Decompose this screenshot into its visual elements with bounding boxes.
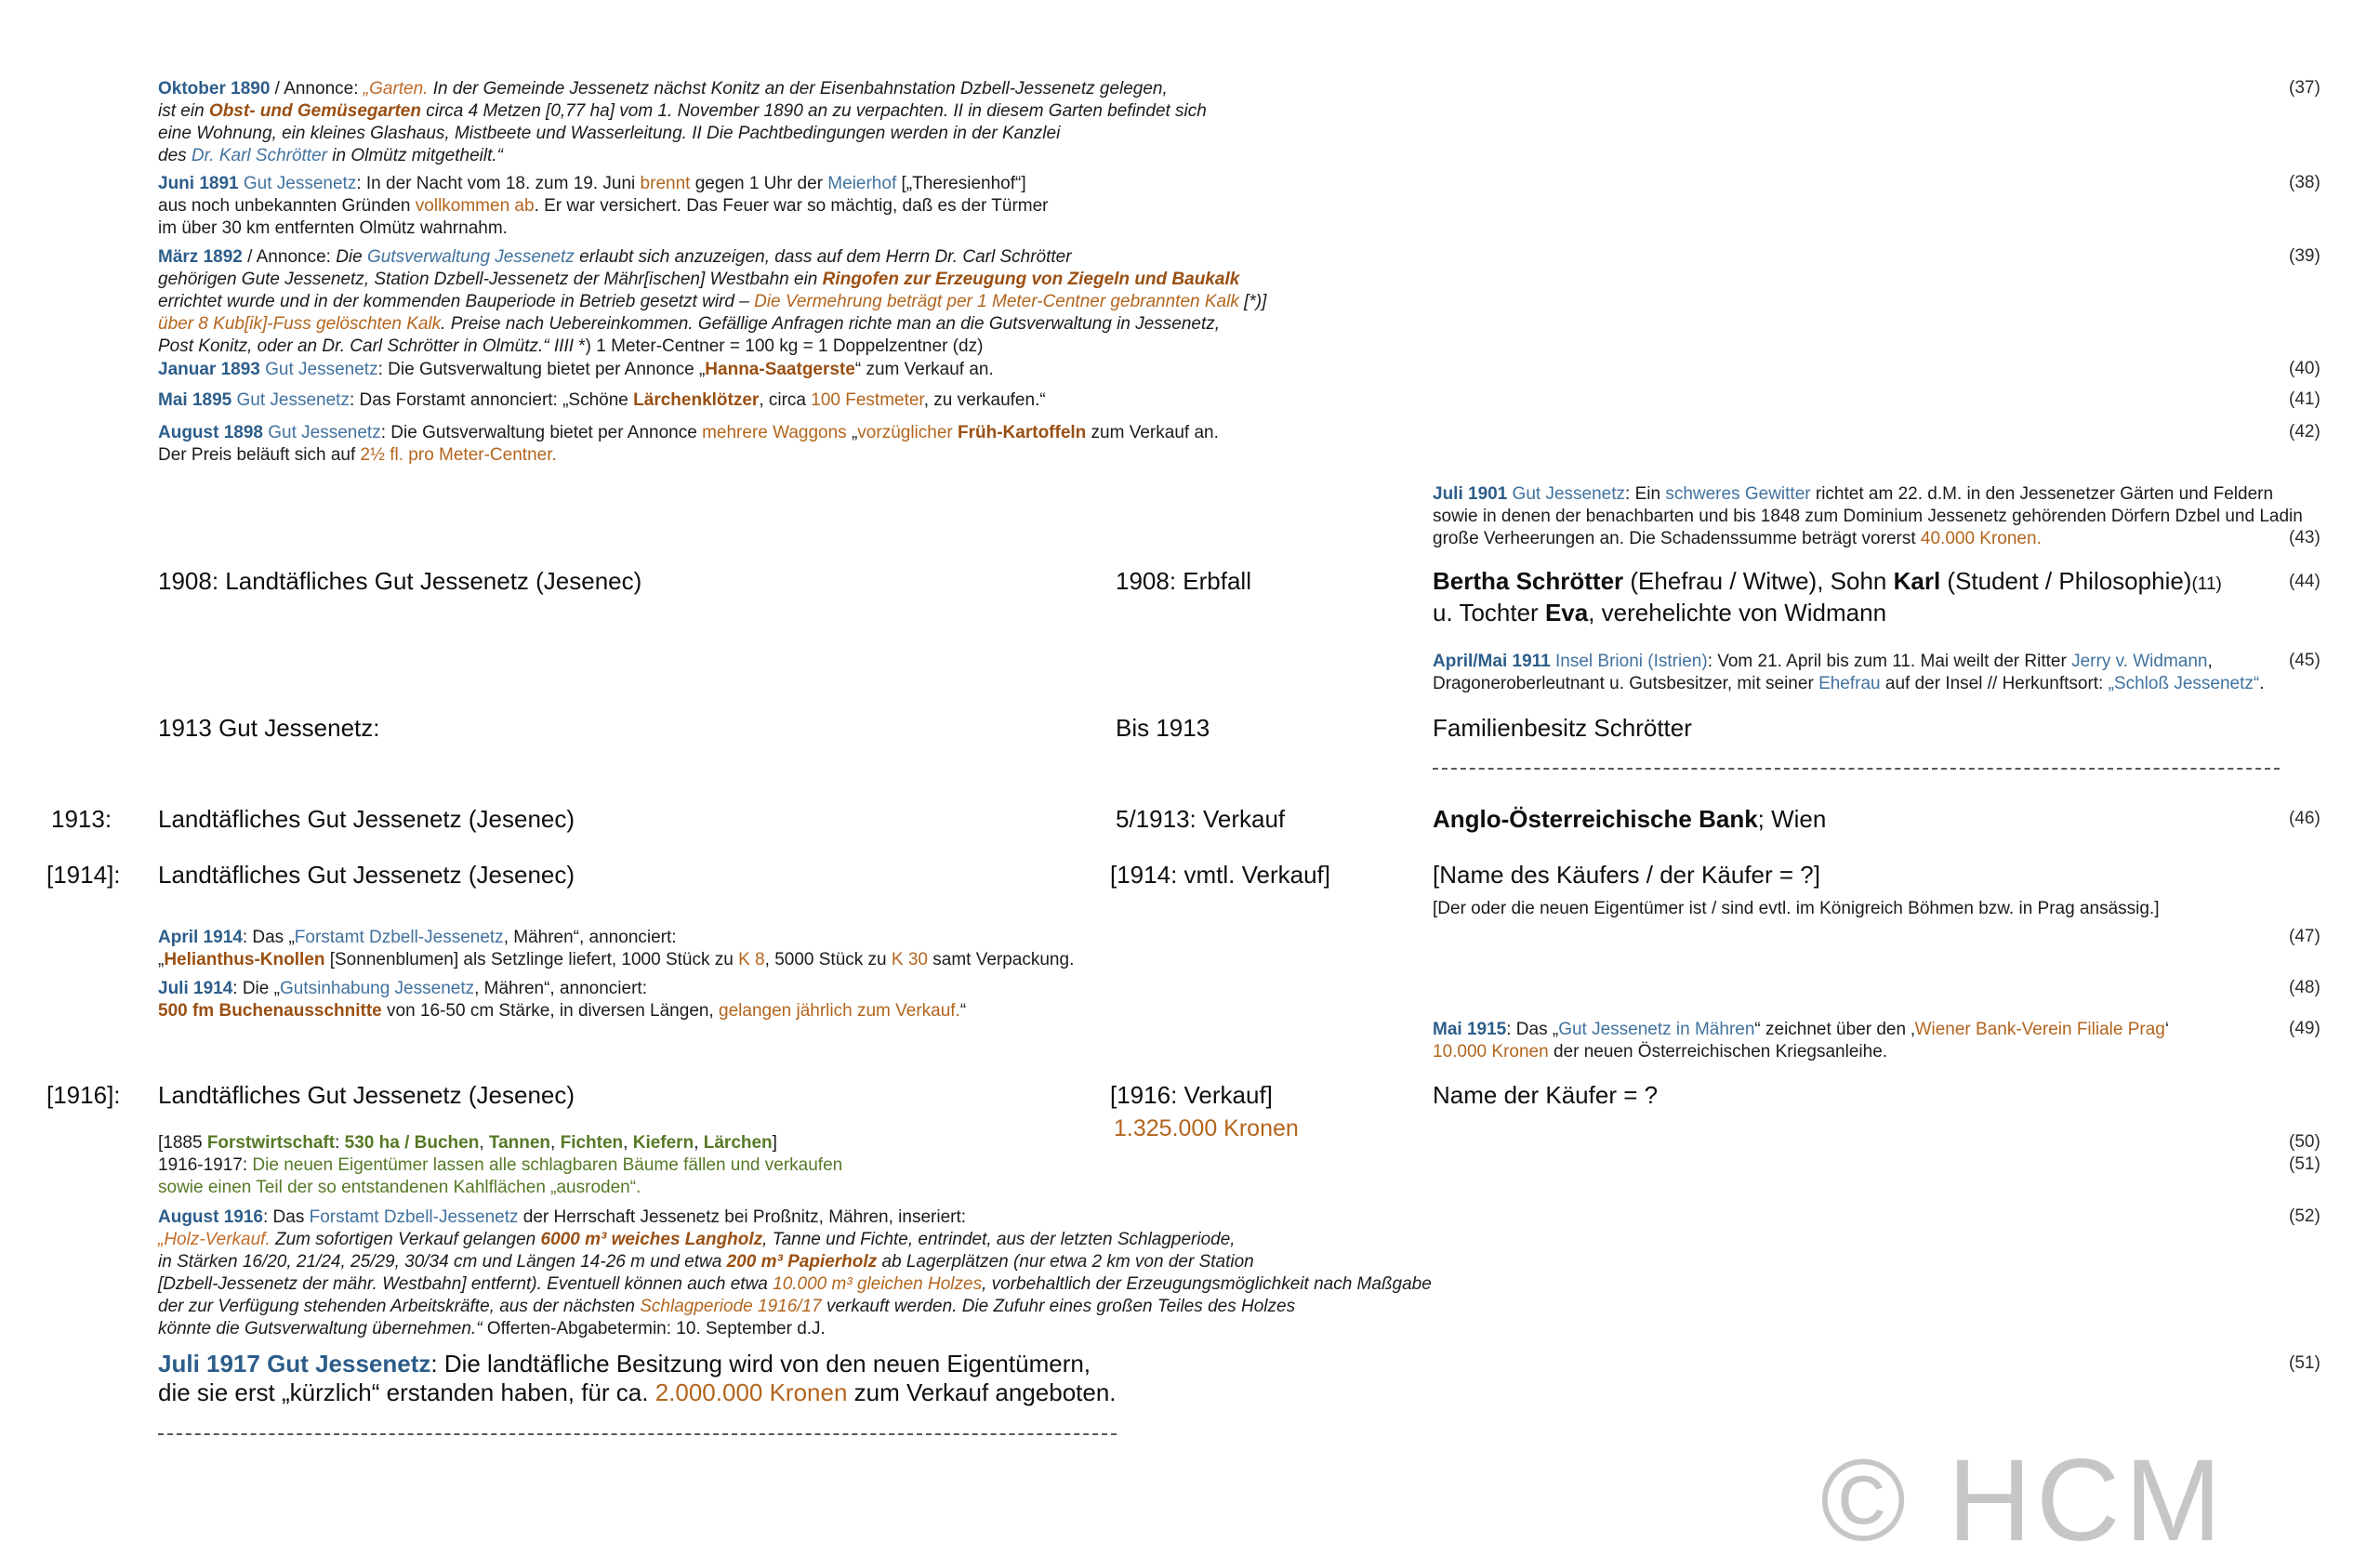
entry-juli-1901 [1433,483,2303,550]
text-segment: Ehefrau [1818,674,1881,693]
text-segment: ‘ [2164,1020,2170,1039]
text-segment: April/Mai 1911 [1433,652,1551,671]
text-line [1433,567,2222,599]
text-segment: : Die Gutsverwaltung bietet per Annonce „ [377,360,706,379]
text-segment: Tannen [488,1133,551,1153]
text-segment: Forstamt Dzbell-Jessenetz [294,928,504,947]
text-segment: der neuen Österreichischen Kriegsanleihe. [1548,1042,1888,1062]
row-1914-year: [1914]: [46,861,121,889]
entry-april-mai-1911 [1433,651,2265,695]
text-segment: Fichten [560,1133,624,1153]
text-segment: Gut Jessenetz [262,423,381,442]
text-segment: , Mähren“, annonciert: [503,928,677,947]
text-segment: . Preise nach Uebereinkommen. Gefällige Anfragen richte man an die Gutsverwaltung in Jessenetz, [441,314,1221,334]
text-segment: : [335,1133,345,1153]
text-segment: , [2207,652,2213,671]
text-segment: Post Konitz, oder an Dr. Carl Schrötter in Olmütz.“ IIII [158,336,579,356]
text-segment: brennt [640,174,691,193]
ref-48: (48) [2289,978,2320,997]
row-1914-buyer: [Name des Käufers / der Käufer = ?] [1433,861,1820,889]
text-segment: vorzüglicher [857,423,959,442]
text-segment: 2½ fl. pro Meter-Centner. [360,445,557,465]
entry-juli-1917 [158,1350,1117,1407]
entry-mai-1895 [158,389,1046,412]
text-segment: Oktober 1890 [158,79,271,99]
text-segment: August 1898 [158,423,263,442]
row-1913b-property: Landtäfliches Gut Jessenetz (Jesenec) [158,805,575,833]
text-segment: , zu verkaufen.“ [923,390,1046,410]
text-segment: / Annonce: [270,79,364,99]
text-line [158,173,1049,195]
text-segment: der zur Verfügung stehenden Arbeitskräfte, aus der nächsten [158,1297,641,1316]
copyright-watermark: © HCM [1820,1436,2227,1556]
text-segment: 10.000 Kronen [1433,1042,1549,1062]
text-segment: „ [158,950,165,969]
text-line [158,1251,1432,1273]
text-segment: , vorbehaltlich der Erzeugungsmöglichkeit nach Maßgabe [982,1274,1432,1294]
ref-43: (43) [2289,528,2320,547]
row-1914-note: [Der oder die neuen Eigentümer ist / sind evtl. im Königreich Böhmen bzw. in Prag ansässig.] [1433,899,2160,918]
text-segment: Juli 1917 Gut Jessenetz [158,1350,431,1378]
text-segment: , 5000 Stück zu [764,950,892,969]
text-segment: 6000 m³ weiches Langholz [540,1230,763,1249]
text-line [1433,673,2265,695]
row-1916-forest-note [158,1132,842,1199]
text-segment: ; Wien [1757,805,1827,833]
entry-april-1914 [158,927,1074,971]
text-segment: in Olmütz mitgetheilt.“ [326,146,503,165]
text-segment: Mai 1915 [1433,1020,1507,1039]
text-segment: [Sonnenblumen] als Setzlinge liefert, 1000 Stück zu [324,950,739,969]
text-segment: Offerten-Abgabetermin: 10. September d.J. [482,1319,826,1338]
text-line [158,359,994,381]
text-line [158,927,1074,949]
text-segment: “ zum Verkauf an. [854,360,994,379]
row-1916-year: [1916]: [46,1081,121,1109]
text-segment: u. Tochter [1433,599,1545,626]
text-line [158,291,1266,313]
row-1913-property: 1913 Gut Jessenetz: [158,714,380,742]
text-segment: auf der Insel // Herkunftsort: [1880,674,2109,693]
text-segment: Gut Jessenetz [1507,484,1626,504]
text-segment: „Garten. [363,79,433,99]
text-segment: Insel Brioni (Istrien) [1550,652,1708,671]
row-1908-owners [1433,567,2222,627]
entry-august-1898 [158,422,1219,467]
text-segment: : Das „ [1506,1020,1559,1039]
text-segment: 2.000.000 Kronen [654,1378,848,1406]
text-segment: sowie in denen der benachbarten und bis 1848 zum Dominium Jessenetz gehörenden Dörfern Dzbel und Ladin [1433,507,2303,526]
text-segment: Gut Jessenetz [231,390,350,410]
text-segment: März 1892 [158,247,243,267]
text-line [158,218,1049,240]
text-segment: Dr. Karl Schrötter [191,146,327,165]
text-segment: Lärchenklötzer [633,390,760,410]
text-line [158,1296,1432,1318]
text-segment: die sie erst „kürzlich“ erstanden haben, für ca. [158,1378,655,1406]
row-1914-event: [1914: vmtl. Verkauf] [1110,861,1331,889]
entry-maerz-1892 [158,246,1266,358]
text-segment: aus noch unbekannten Gründen [158,196,416,216]
text-line [158,78,1207,100]
text-segment: Gutsinhabung Jessenetz [279,979,475,998]
text-segment: / Annonce: [242,247,337,267]
text-segment: 500 fm Buchenausschnitte [158,1001,382,1021]
text-segment: Dragoneroberleutnant u. Gutsbesitzer, mit seiner [1433,674,1819,693]
text-segment: gehörigen Gute Jessenetz, Station Dzbell-Jessenetz der Mähr[ischen] Westbahn ein [158,270,823,289]
text-segment: Forstamt Dzbell-Jessenetz [309,1207,519,1227]
text-line [1433,651,2265,673]
ref-49: (49) [2289,1019,2320,1038]
text-segment: , [479,1133,489,1153]
text-segment: 40.000 Kronen. [1920,529,2042,548]
text-line [1433,506,2303,528]
text-line [158,1177,842,1199]
text-segment: , [694,1133,704,1153]
text-line [1433,528,2303,550]
text-segment: (Ehefrau / Witwe), Sohn [1623,567,1894,595]
text-segment: (11) [2191,574,2222,594]
text-line [158,1132,842,1154]
text-line [158,1000,966,1022]
entry-august-1916 [158,1207,1432,1340]
text-segment: Mai 1895 [158,390,232,410]
text-segment: im über 30 km entfernten Olmütz wahrnahm. [158,218,508,238]
text-segment: „Schloß Jessenetz“ [2108,674,2260,693]
text-segment: circa 4 Metzen [0,77 ha] vom 1. November 1890 an zu verpachten. II in diesem Garten befindet sich [420,101,1207,121]
text-segment: Anglo-Österreichische Bank [1433,805,1758,833]
row-1916-property: Landtäfliches Gut Jessenetz (Jesenec) [158,1081,575,1109]
text-segment: Kiefern [632,1133,694,1153]
text-segment: große Verheerungen an. Die Schadenssumme beträgt vorerst [1433,529,1921,548]
entry-mai-1915 [1433,1019,2169,1063]
text-line [158,444,1219,467]
text-segment: K 8 [738,950,765,969]
text-segment: Hanna-Saatgerste [705,360,855,379]
text-segment: „ [851,423,858,442]
entry-juni-1891 [158,173,1049,240]
text-segment: Gut Jessenetz [238,174,357,193]
text-segment: Helianthus-Knollen [164,950,325,969]
text-segment: August 1916 [158,1207,263,1227]
ref-52: (52) [2289,1207,2320,1226]
text-segment: Früh-Kartoffeln [958,423,1087,442]
text-segment: 530 ha / Buchen [344,1133,480,1153]
text-segment: zum Verkauf an. [1086,423,1219,442]
text-segment: : Ein [1625,484,1666,504]
text-segment: Die [336,247,367,267]
text-segment: Gutsverwaltung Jessenetz [367,247,575,267]
text-segment: K 30 [891,950,928,969]
text-segment: , Mähren“, annonciert: [474,979,647,998]
ref-39: (39) [2289,246,2320,266]
text-segment: Wiener Bank-Verein Filiale Prag [1914,1020,2165,1039]
text-line [158,195,1049,218]
text-line [158,1207,1432,1229]
text-line [1433,483,2303,506]
text-segment: Zum sofortigen Verkauf gelangen [270,1230,541,1249]
text-segment: , verehelichte von Widmann [1588,599,1887,626]
text-segment: , [623,1133,633,1153]
text-segment: [*)] [1244,292,1267,311]
text-segment: der Herrschaft Jessenetz bei Proßnitz, Mähren, inseriert: [518,1207,967,1227]
ref-40: (40) [2289,359,2320,378]
text-line [158,336,1266,358]
text-segment: [Dzbell-Jessenetz der mähr. Westbahn] entfernt). Eventuell können auch etwa [158,1274,774,1294]
text-segment: , circa [759,390,812,410]
row-1908-property: 1908: Landtäfliches Gut Jessenetz (Jesenec) [158,567,642,595]
ref-47: (47) [2289,927,2320,946]
text-segment: eine Wohnung, ein kleines Glashaus, Mistbeete und Wasserleitung. II Die Pachtbedingungen werden in der Kanzlei [158,124,1061,143]
text-segment: “ [959,1001,967,1021]
text-segment: Der Preis beläuft sich auf [158,445,361,465]
text-segment: : Die landtäfliche Besitzung wird von den neuen Eigentümern, [430,1350,1091,1378]
text-segment: ist ein [158,101,209,121]
text-segment: Gut Jessenetz in Mähren [1558,1020,1755,1039]
text-segment: zum Verkauf angeboten. [847,1378,1117,1406]
text-segment: „Holz-Verkauf. [158,1230,271,1249]
ref-51: (51) [2289,1154,2320,1174]
text-line [158,313,1266,336]
text-segment: von 16-50 cm Stärke, in diversen Längen, [381,1001,720,1021]
text-segment: Karl [1893,567,1941,595]
text-segment: Die Vermehrung beträgt per 1 Meter-Centner gebrannten Kalk [754,292,1245,311]
text-segment: : Das „ [242,928,295,947]
text-segment: Lärchen [703,1133,773,1153]
text-segment: Jerry v. Widmann [2071,652,2208,671]
text-segment: Juli 1914 [158,979,233,998]
ref-44: (44) [2289,572,2320,591]
text-segment: könnte die Gutsverwaltung übernehmen.“ [158,1319,483,1338]
text-segment: Bertha Schrötter [1433,567,1624,595]
text-line [158,978,966,1000]
text-segment: 10.000 m³ gleichen Holzes [773,1274,983,1294]
text-line [158,246,1266,269]
text-segment: Juni 1891 [158,174,239,193]
ref-42: (42) [2289,422,2320,442]
row-1913b-buyer [1433,805,1826,834]
text-segment: April 1914 [158,928,243,947]
text-line [1433,805,1826,834]
text-segment: [„Theresienhof“] [896,174,1026,193]
text-segment: : Das Forstamt annonciert: „Schöne [349,390,634,410]
text-segment: des [158,146,192,165]
text-segment: : Die Gutsverwaltung bietet per Annonce [380,423,703,442]
text-segment: 200 m³ Papierholz [726,1252,878,1272]
text-line [158,145,1207,167]
ref-45: (45) [2289,651,2320,670]
text-segment: In der Gemeinde Jessenetz nächst Konitz an der Eisenbahnstation Dzbell-Jessenetz gelegen, [432,79,1168,99]
text-segment: Forstwirtschaft [206,1133,336,1153]
separator-dashed-bottom [158,1433,1117,1435]
text-segment: . Er war versichert. Das Feuer war so mächtig, daß es der Türmer [534,196,1049,216]
text-segment: , [550,1133,561,1153]
text-segment: vollkommen ab [415,196,535,216]
ref-41: (41) [2289,389,2320,409]
text-segment: Eva [1544,599,1589,626]
text-line [158,422,1219,444]
text-segment: *) 1 Meter-Centner = 100 kg = 1 Doppelzentner (dz) [578,336,984,356]
text-line [158,389,1046,412]
row-1914-property: Landtäfliches Gut Jessenetz (Jesenec) [158,861,575,889]
text-segment: “ zeichnet über den ‚ [1754,1020,1915,1039]
text-segment: Ringofen zur Erzeugung von Ziegeln und Baukalk [822,270,1240,289]
ref-38: (38) [2289,173,2320,192]
row-1916-buyer: Name der Käufer = ? [1433,1081,1659,1109]
text-line [158,1378,1117,1407]
ref-51b: (51) [2289,1353,2320,1373]
text-line [158,1154,842,1177]
row-1916-event: [1916: Verkauf] [1110,1081,1273,1109]
text-segment: 100 Festmeter [811,390,924,410]
text-segment: : Das [262,1207,310,1227]
text-segment: Die neuen Eigentümer lassen alle schlagbaren Bäume fällen und verkaufen [252,1155,843,1175]
text-segment: : Vom 21. April bis zum 11. Mai weilt der Ritter [1707,652,2072,671]
row-1913-period: Bis 1913 [1116,714,1210,742]
text-segment: Meierhof [827,174,897,193]
text-segment: Januar 1893 [158,360,260,379]
text-segment: Gut Jessenetz [259,360,378,379]
text-segment: mehrere Waggons [702,423,852,442]
text-segment: : Die „ [232,979,280,998]
text-segment: , Tanne und Fichte, entrindet, aus der letzten Schlagperiode, [762,1230,1236,1249]
text-line [158,1229,1432,1251]
text-segment: errichtet wurde und in der kommenden Bauperiode in Betrieb gesetzt wird – [158,292,755,311]
text-line [1433,1019,2169,1041]
text-segment: Juli 1901 [1433,484,1508,504]
text-segment: [1885 [158,1133,207,1153]
text-line [158,949,1074,971]
row-1913b-year: 1913: [51,805,112,833]
text-segment: verkauft werden. Die Zufuhr eines großen Teiles des Holzes [821,1297,1296,1316]
text-line [158,1273,1432,1296]
separator-dashed-right [1433,768,2280,770]
text-segment: . [2259,674,2265,693]
text-segment: ab Lagerplätzen (nur etwa 2 km von der Station [877,1252,1254,1272]
text-segment: richtet am 22. d.M. in den Jessenetzer Gärten und Feldern [1810,484,2274,504]
text-segment: : In der Nacht vom 18. zum 19. Juni [356,174,641,193]
text-line [1433,1041,2169,1063]
text-segment: sowie einen Teil der so entstandenen Kahlflächen „ausroden“. [158,1178,641,1197]
text-line [158,123,1207,145]
text-segment: samt Verpackung. [927,950,1075,969]
text-segment: Schlagperiode 1916/17 [640,1297,822,1316]
entry-oktober-1890 [158,78,1207,167]
text-segment: erlaubt sich anzuzeigen, dass auf dem Herrn Dr. Carl Schrötter [574,247,1072,267]
entry-januar-1893 [158,359,994,381]
text-segment: ] [772,1133,777,1153]
ref-46: (46) [2289,809,2320,828]
text-segment: schweres Gewitter [1665,484,1811,504]
text-segment: Obst- und Gemüsegarten [208,101,421,121]
entry-juli-1914 [158,978,966,1022]
ref-37: (37) [2289,78,2320,98]
text-segment: (Student / Philosophie) [1940,567,2192,595]
text-segment: gelangen jährlich zum Verkauf. [719,1001,960,1021]
text-line [158,269,1266,291]
row-1913b-event: 5/1913: Verkauf [1116,805,1286,833]
text-line [1433,599,2222,627]
row-1908-event: 1908: Erbfall [1116,567,1251,595]
text-line [158,1318,1432,1340]
text-segment: gegen 1 Uhr der [690,174,828,193]
ref-50: (50) [2289,1132,2320,1152]
row-1916-price: 1.325.000 Kronen [1114,1115,1299,1141]
text-line [158,100,1207,123]
text-line [158,1350,1117,1378]
text-segment: in Stärken 16/20, 21/24, 25/29, 30/34 cm und Längen 14-26 m und etwa [158,1252,727,1272]
text-segment: 1916-1917: [158,1155,253,1175]
text-segment: über 8 Kub[ik]-Fuss gelöschten Kalk [158,314,442,334]
row-1913-owner: Familienbesitz Schrötter [1433,714,1692,742]
